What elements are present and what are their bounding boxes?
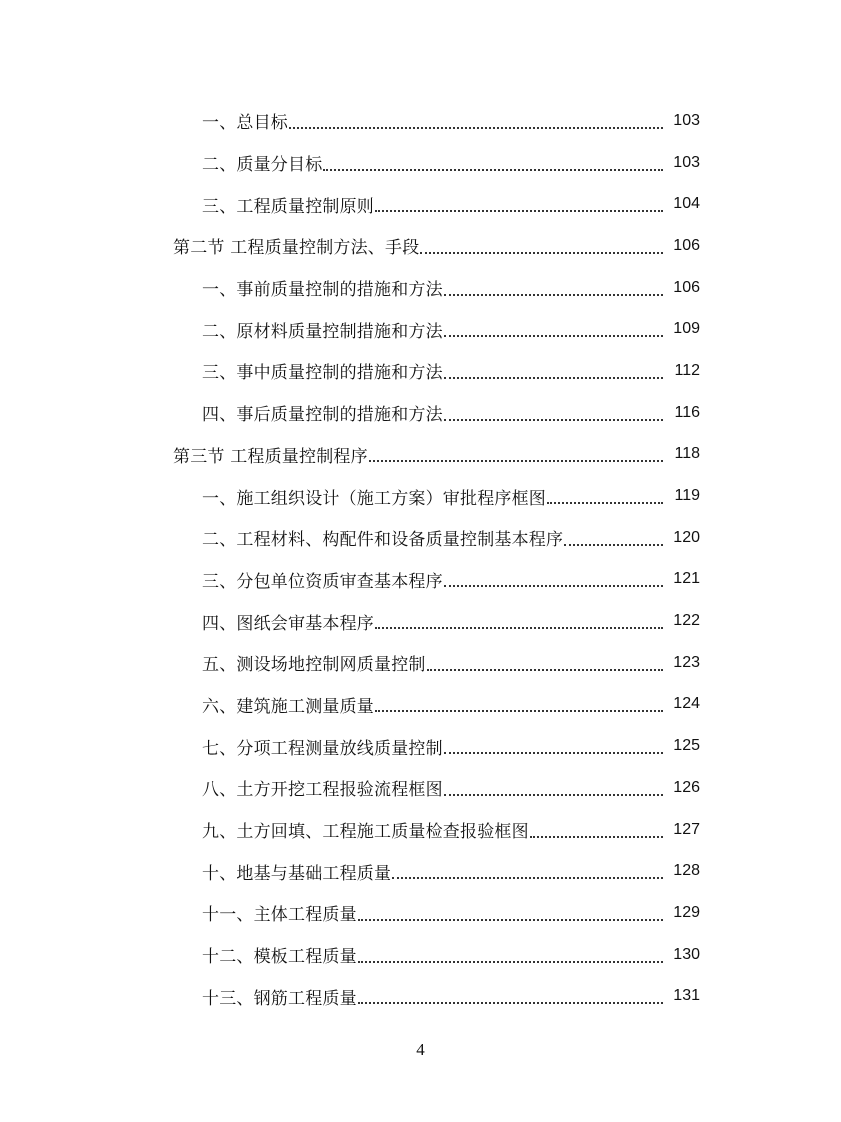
toc-entry-page: 112 bbox=[674, 361, 700, 379]
toc-entry[interactable] bbox=[0, 975, 841, 1017]
toc-entry-label: 三、分包单位资质审查基本程序 bbox=[202, 571, 443, 592]
toc-entry[interactable] bbox=[0, 475, 841, 517]
toc-section-entry[interactable] bbox=[0, 434, 841, 476]
toc-entry[interactable] bbox=[0, 517, 841, 559]
toc-entry-label: 一、总目标 bbox=[202, 113, 288, 134]
dot-leader bbox=[420, 234, 663, 254]
dot-leader bbox=[369, 442, 663, 462]
toc-entry[interactable] bbox=[0, 100, 841, 142]
toc-section-entry[interactable] bbox=[0, 225, 841, 267]
toc-entry-label: 二、工程材料、构配件和设备质量控制基本程序 bbox=[202, 530, 564, 551]
toc-entry-label: 五、测设场地控制网质量控制 bbox=[202, 655, 426, 676]
toc-section-label: 第二节 工程质量控制方法、手段 bbox=[173, 238, 420, 259]
page-number: 4 bbox=[416, 1040, 425, 1059]
toc-entry-page: 125 bbox=[673, 737, 700, 755]
toc-entry-label: 九、土方回填、工程施工质量检查报验框图 bbox=[202, 822, 529, 843]
toc-entry-page: 120 bbox=[673, 528, 700, 546]
toc-entry-label: 七、分项工程测量放线质量控制 bbox=[202, 738, 443, 759]
toc-entry-label: 三、工程质量控制原则 bbox=[202, 196, 374, 217]
toc-entry[interactable] bbox=[0, 809, 841, 851]
toc-entry[interactable] bbox=[0, 767, 841, 809]
toc-entry-label: 十二、模板工程质量 bbox=[202, 947, 357, 968]
dot-leader bbox=[358, 943, 663, 963]
toc-section-label: 第三节 工程质量控制程序 bbox=[173, 446, 368, 467]
dot-leader bbox=[427, 651, 663, 671]
dot-leader bbox=[444, 359, 663, 379]
toc-entry-page: 116 bbox=[674, 403, 700, 421]
toc-entry-label: 三、事中质量控制的措施和方法 bbox=[202, 363, 443, 384]
toc-entry-page: 124 bbox=[673, 695, 700, 713]
dot-leader bbox=[375, 609, 663, 629]
dot-leader bbox=[564, 526, 663, 546]
toc-entry[interactable] bbox=[0, 600, 841, 642]
dot-leader bbox=[530, 818, 663, 838]
toc-entry-label: 一、施工组织设计（施工方案）审批程序框图 bbox=[202, 488, 546, 509]
toc-entry[interactable] bbox=[0, 684, 841, 726]
toc-entry-page: 123 bbox=[673, 653, 700, 671]
toc-entry-page: 106 bbox=[673, 278, 700, 296]
toc-entry[interactable] bbox=[0, 934, 841, 976]
toc-entry-label: 四、图纸会审基本程序 bbox=[202, 613, 374, 634]
dot-leader bbox=[358, 984, 663, 1004]
toc-entry-label: 十一、主体工程质量 bbox=[202, 905, 357, 926]
toc-entry-page: 103 bbox=[673, 111, 700, 129]
dot-leader bbox=[444, 567, 663, 587]
toc-entry[interactable] bbox=[0, 892, 841, 934]
toc-entry-page: 119 bbox=[674, 487, 700, 505]
toc-entry[interactable] bbox=[0, 642, 841, 684]
table-of-contents bbox=[0, 100, 841, 1017]
dot-leader bbox=[547, 484, 663, 504]
toc-entry-page: 118 bbox=[674, 445, 700, 463]
toc-entry-label: 六、建筑施工测量质量 bbox=[202, 696, 374, 717]
toc-entry-page: 126 bbox=[673, 778, 700, 796]
toc-entry[interactable] bbox=[0, 850, 841, 892]
toc-entry[interactable] bbox=[0, 350, 841, 392]
toc-entry-page: 127 bbox=[673, 820, 700, 838]
toc-entry-page: 128 bbox=[673, 862, 700, 880]
toc-entry[interactable] bbox=[0, 725, 841, 767]
toc-entry-page: 109 bbox=[673, 320, 700, 338]
dot-leader bbox=[444, 776, 663, 796]
dot-leader bbox=[444, 401, 663, 421]
toc-entry[interactable] bbox=[0, 559, 841, 601]
dot-leader bbox=[289, 109, 663, 129]
toc-entry-page: 122 bbox=[673, 612, 700, 630]
toc-entry-label: 十、地基与基础工程质量 bbox=[202, 863, 392, 884]
toc-entry-label: 八、土方开挖工程报验流程框图 bbox=[202, 780, 443, 801]
toc-entry-page: 130 bbox=[673, 945, 700, 963]
toc-entry-page: 104 bbox=[673, 195, 700, 213]
toc-entry[interactable] bbox=[0, 267, 841, 309]
toc-entry[interactable] bbox=[0, 142, 841, 184]
toc-entry-label: 十三、钢筋工程质量 bbox=[202, 988, 357, 1009]
toc-entry-page: 103 bbox=[673, 153, 700, 171]
toc-entry-label: 二、质量分目标 bbox=[202, 155, 323, 176]
toc-entry[interactable] bbox=[0, 308, 841, 350]
toc-entry-label: 四、事后质量控制的措施和方法 bbox=[202, 405, 443, 426]
toc-entry[interactable] bbox=[0, 183, 841, 225]
toc-entry-page: 129 bbox=[673, 903, 700, 921]
toc-entry-page: 106 bbox=[673, 236, 700, 254]
dot-leader bbox=[375, 192, 663, 212]
dot-leader bbox=[375, 692, 663, 712]
dot-leader bbox=[392, 859, 663, 879]
dot-leader bbox=[444, 317, 663, 337]
dot-leader bbox=[444, 276, 663, 296]
toc-entry-page: 131 bbox=[673, 987, 700, 1005]
toc-entry-label: 二、原材料质量控制措施和方法 bbox=[202, 321, 443, 342]
dot-leader bbox=[323, 151, 663, 171]
toc-entry-label: 一、事前质量控制的措施和方法 bbox=[202, 280, 443, 301]
dot-leader bbox=[358, 901, 663, 921]
dot-leader bbox=[444, 734, 663, 754]
toc-entry-page: 121 bbox=[673, 570, 700, 588]
toc-entry[interactable] bbox=[0, 392, 841, 434]
